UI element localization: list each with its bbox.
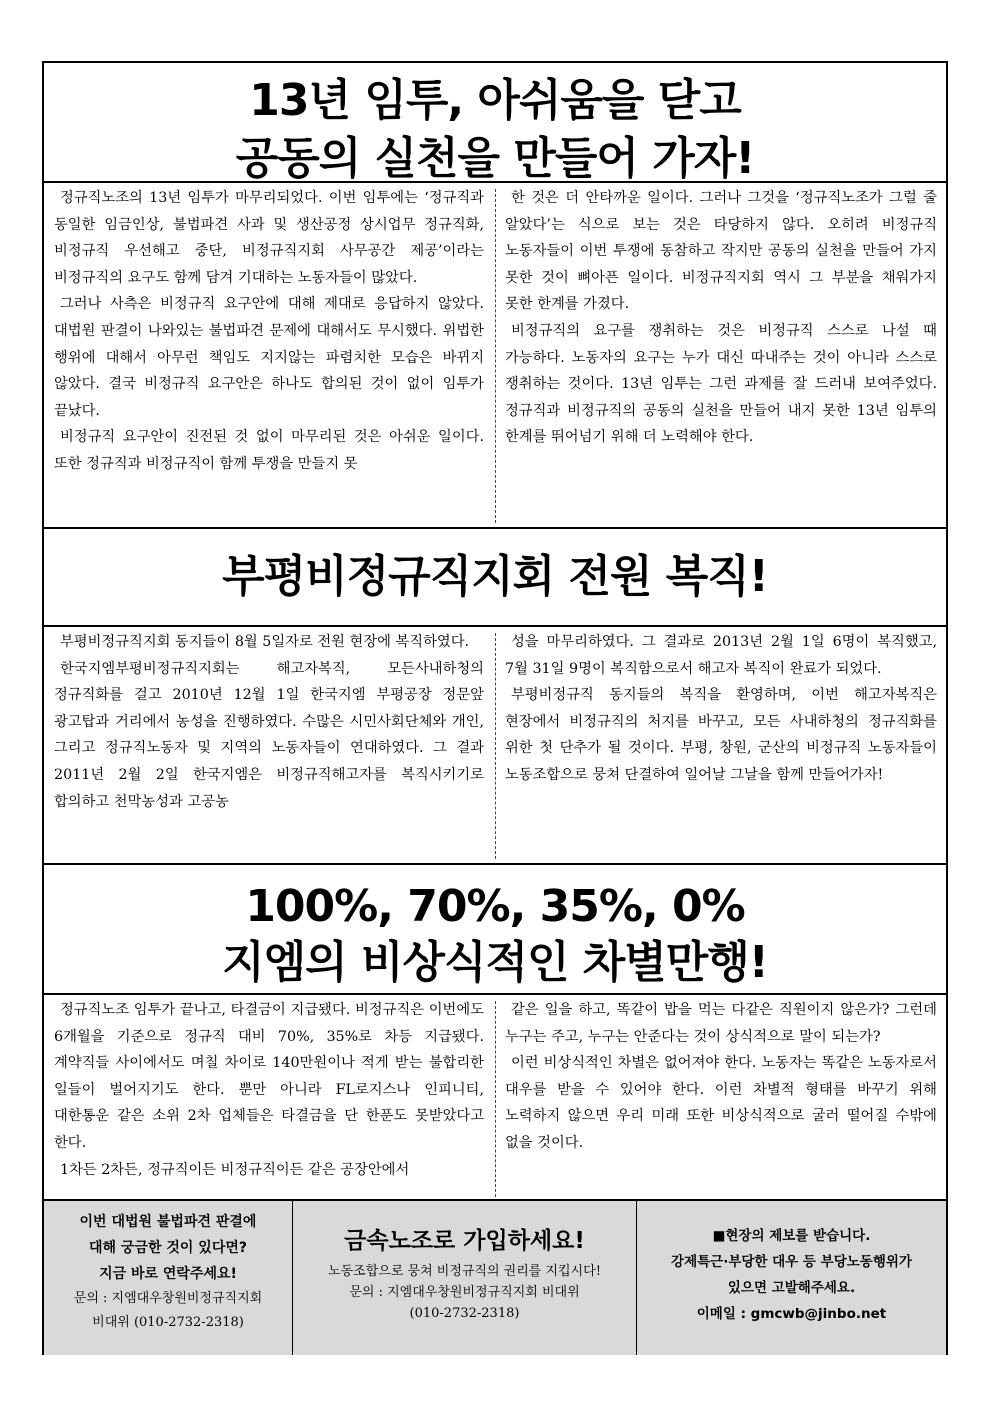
footer-box1-line: 지금 바로 연락주세요! <box>99 1266 237 1282</box>
section1-title-line2: 공동의 실천을 만들어 가자! <box>235 133 755 184</box>
column-divider <box>495 1001 496 1197</box>
footer-box1-contact: 문의 : 지엠대우창원비정규직지회 <box>73 1291 263 1306</box>
divider <box>44 181 946 183</box>
divider <box>44 993 946 995</box>
column-divider <box>495 633 496 859</box>
footer-contact-box <box>44 1201 292 1355</box>
footer-box1-line: 대해 궁금한 것이 있다면? <box>89 1240 247 1256</box>
paragraph: 1차든 2차든, 정규직이든 비정규직이든 같은 공장안에서 <box>60 1161 410 1178</box>
footer-join-box <box>293 1201 636 1355</box>
paragraph: 이런 비상식적인 차별은 없어져야 한다. 노동자는 똑같은 노동자로서 대우를 받을 수 있어야 한다. 이런 차별적 형태를 바꾸기 위해 노력하지 않으면 우리 미래 또한 비상식적으로 굴러 떨어질 수밖에 없을 것이다. <box>505 1055 937 1151</box>
footer-box1-line: 이번 대법원 불법파견 판결에 <box>79 1214 257 1230</box>
footer-join-title: 금속노조로 가입하세요! <box>344 1228 585 1254</box>
paragraph: 비정규직의 요구를 쟁취하는 것은 비정규직 스스로 나설 때 가능하다. 노동자의 요구는 누가 대신 따내주는 것이 아니라 스스로 쟁취하는 것이다. 13년 임투는 그런 과제를 잘 드러내 보여주었다. 정규직과 비정규직의 공동의 실천을 만들어 내지 못한 13년 임투의 한계를 뛰어넘기 위해 더 노력해야 한다. <box>505 322 937 446</box>
section1-title-line1: 13년 임투, 아쉬움을 닫고 <box>249 75 741 126</box>
paragraph: 성을 마무리하였다. 그 결과로 2013년 2월 1일 6명이 복직했고, 7월 31일 9명이 복직함으로서 해고자 복직이 완료가 되었다. <box>505 634 937 677</box>
paragraph: 정규직노조 임투가 끝나고, 타결금이 지급됐다. 비정규직은 이번에도 6개월을 기준으로 정규직 대비 70%, 35%로 차등 지급됐다. 계약직들 사이에서도 며칠 차이로 140만원이나 적게 받는 불합리한 일들이 벌어지기도 한다. 뿐만 아니라 FL로지스나 인피니티, 대한통운 같은 소위 2차 업체들은 타결금을 단 한푼도 못받았다고 한다. <box>54 1002 484 1151</box>
paragraph: 부평비정규직지회 동지들이 8월 5일자로 전원 현장에 복직하였다. <box>60 634 470 650</box>
footer <box>44 1201 946 1355</box>
section2-right-column <box>505 629 937 863</box>
divider <box>44 625 946 627</box>
footer-join-line: 노동조합으로 뭉쳐 비정규직의 권리를 지킵시다! <box>328 1264 601 1279</box>
footer-join-line: 문의 : 지엠대우창원비정규직지회 비대위 <box>349 1285 580 1300</box>
divider <box>44 863 946 865</box>
paragraph: 한국지엠부평비정규직지회는 해고자복직, 모든사내하청의 정규직화를 걸고 2010년 12월 1일 한국지엠 부평공장 정문앞 광고탑과 거리에서 농성을 진행하였다. 수많은 시민사회단체와 개인, 그리고 정규직노동자 및 지역의 노동자들이 연대하였다. 그 결과 2011년 2월 2일 한국지엠은 비정규직해고자를 복직시키기로 합의하고 천막농성과 고공농 <box>54 660 484 810</box>
footer-join-line: (010-2732-2318) <box>409 1306 520 1321</box>
footer-report-line: ■현장의 제보를 받습니다. <box>712 1228 871 1244</box>
section3-title-line1: 100%, 70%, 35%, 0% <box>245 881 745 932</box>
footer-report-email: 이메일 : gmcwb@jinbo.net <box>696 1306 887 1322</box>
footer-report-line: 있으면 고발해주세요. <box>727 1280 856 1296</box>
section3-right-column <box>505 997 937 1199</box>
paragraph: 같은 일을 하고, 똑같이 밥을 먹는 다같은 직원이지 않은가? 그런데 누구는 주고, 누구는 안준다는 것이 상식적으로 말이 되는가? <box>505 1002 937 1045</box>
paragraph: 한 것은 더 안타까운 일이다. 그러나 그것을 ‘정규직노조가 그럴 줄 알았다’는 식으로 보는 것은 타당하지 않다. 오히려 비정규직 노동자들이 이번 투쟁에 동참하고 작지만 공동의 실천을 만들어 가지 못한 것이 뼈아픈 일이다. 비정규직지회 역시 그 부분을 채워가지 못한 한계를 가졌다. <box>505 190 937 313</box>
footer-report-box <box>637 1201 946 1355</box>
section1-left-column <box>54 185 484 527</box>
divider <box>44 527 946 529</box>
paragraph: 비정규직 요구안이 진전된 것 없이 마무리된 것은 아쉬운 일이다. 또한 정규직과 비정규직이 함께 투쟁을 만들지 못 <box>54 429 484 472</box>
section2-title: 부평비정규직지회 전원 복직! <box>222 551 768 602</box>
footer-report-line: 강제특근·부당한 대우 등 부당노동행위가 <box>671 1254 912 1270</box>
section2-left-column <box>54 629 484 863</box>
paragraph: 정규직노조의 13년 임투가 마무리되었다. 이번 임투에는 ‘정규직과 동일한 임금인상, 불법파견 사과 및 생산공정 상시업무 정규직화, 비정규직 우선해고 중단, 비정규직지회 사무공간 제공’이라는 비정규직의 요구도 함께 담겨 기대하는 노동자들이 많았다. <box>54 190 484 286</box>
footer-box1-contact: 비대위 (010-2732-2318) <box>92 1315 244 1330</box>
section3-title-line2: 지엠의 비상식적인 차별만행! <box>222 937 768 988</box>
section1-right-column <box>505 185 937 527</box>
newsletter-frame <box>42 61 948 1355</box>
paragraph: 그러나 사측은 비정규직 요구안에 대해 제대로 응답하지 않았다. 대법원 판결이 나와있는 불법파견 문제에 대해서도 무시했다. 위법한 행위에 대해서 아무런 책임도 지지않는 파렴치한 모습은 바뀌지 않았다. 결국 비정규직 요구안은 하나도 합의된 것이 없이 임투가 끝났다. <box>54 296 484 419</box>
column-divider <box>495 189 496 523</box>
section3-left-column <box>54 997 484 1199</box>
paragraph: 부평비정규직 동지들의 복직을 환영하며, 이번 해고자복직은 현장에서 비정규직의 처지를 바꾸고, 모든 사내하청의 정규직화를 위한 첫 단추가 될 것이다. 부평, 창원, 군산의 비정규직 노동자들이 노동조합으로 뭉쳐 단결하여 일어날 그날을 함께 만들어가자! <box>505 687 937 783</box>
